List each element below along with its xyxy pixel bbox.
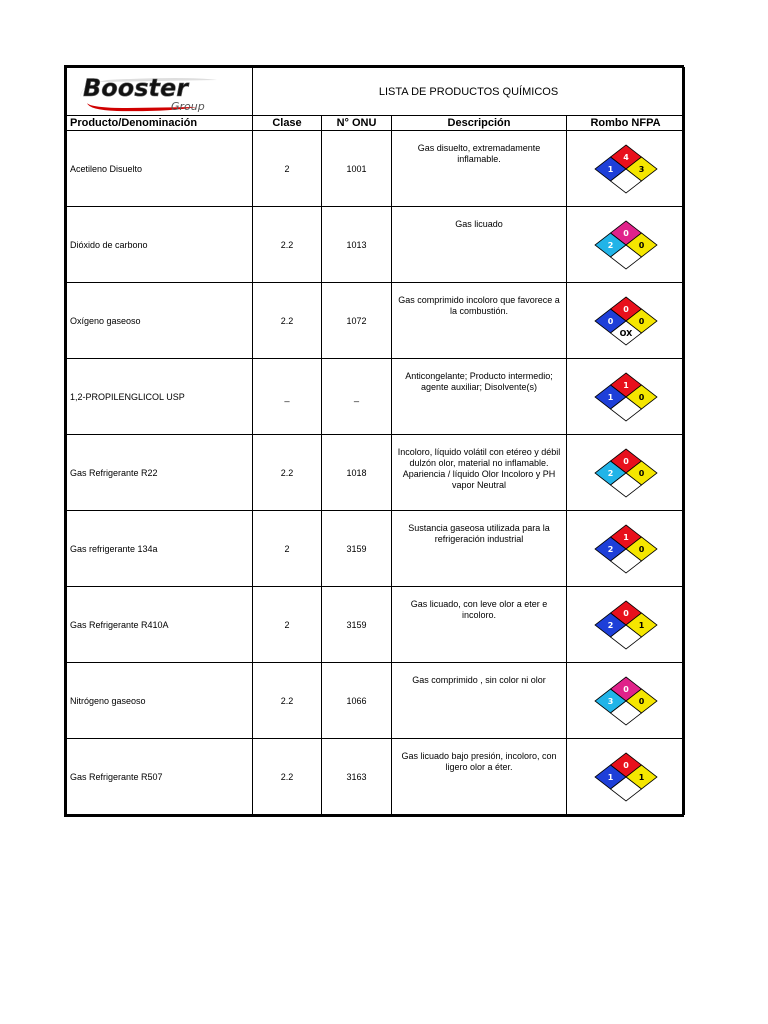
- nfpa-reactivity-value: 3: [638, 164, 644, 174]
- header-onu: N° ONU: [322, 116, 392, 131]
- nfpa-flammability-value: 0: [622, 456, 629, 466]
- table-row: [67, 511, 685, 587]
- header-rombo-nfpa: Rombo NFPA: [567, 116, 685, 131]
- nfpa-flammability-value: 0: [622, 684, 629, 694]
- nfpa-diamond-cell: [567, 359, 685, 435]
- svg-text:Booster: Booster: [83, 74, 189, 102]
- clase-value: 2.2: [253, 663, 322, 739]
- clase-value: 2: [253, 511, 322, 587]
- nfpa-health-value: 1: [607, 772, 613, 782]
- onu-number: _: [322, 359, 392, 435]
- onu-number: 1001: [322, 131, 392, 207]
- table-row: [67, 359, 685, 435]
- nfpa-diamond-icon: [591, 370, 661, 424]
- nfpa-diamond-icon: [591, 218, 661, 272]
- description: Gas licuado: [392, 207, 567, 283]
- clase-value: 2.2: [253, 283, 322, 359]
- page-title: LISTA DE PRODUCTOS QUÍMICOS: [253, 68, 685, 116]
- nfpa-diamond-cell: [567, 435, 685, 511]
- nfpa-reactivity-value: 1: [638, 772, 644, 782]
- clase-value: 2.2: [253, 207, 322, 283]
- product-name: Gas Refrigerante R22: [67, 435, 253, 511]
- nfpa-flammability-value: 4: [622, 152, 629, 162]
- nfpa-reactivity-value: 0: [638, 696, 644, 706]
- nfpa-health-value: 2: [607, 240, 613, 250]
- nfpa-health-value: 2: [607, 620, 613, 630]
- nfpa-diamond-icon: [591, 522, 661, 576]
- table-row: [67, 435, 685, 511]
- product-name: Gas refrigerante 134a: [67, 511, 253, 587]
- description: Gas licuado bajo presión, incoloro, con ligero olor a éter.: [392, 739, 567, 815]
- product-name: Acetileno Disuelto: [67, 131, 253, 207]
- nfpa-diamond-icon: [591, 750, 661, 804]
- nfpa-health-value: 1: [607, 164, 613, 174]
- table-row: [67, 131, 685, 207]
- nfpa-flammability-value: 0: [622, 304, 629, 314]
- description: Incoloro, líquido volátil con etéreo y débil dulzón olor, material no inflamable. Apariencia / líquido Olor Incoloro y PH vapor Neutral: [392, 435, 567, 511]
- nfpa-health-value: 3: [607, 696, 613, 706]
- description: Gas licuado, con leve olor a eter e incoloro.: [392, 587, 567, 663]
- nfpa-health-value: 2: [607, 544, 613, 554]
- product-name: Oxígeno gaseoso: [67, 283, 253, 359]
- header-row: [67, 68, 685, 116]
- table-row: [67, 587, 685, 663]
- nfpa-reactivity-value: 0: [638, 316, 644, 326]
- onu-number: 1072: [322, 283, 392, 359]
- clase-value: 2: [253, 587, 322, 663]
- nfpa-diamond-icon: [591, 598, 661, 652]
- header-product: Producto/Denominación: [67, 116, 253, 131]
- clase-value: 2.2: [253, 739, 322, 815]
- product-name: 1,2-PROPILENGLICOL USP: [67, 359, 253, 435]
- products-table: [66, 67, 685, 815]
- description: Gas comprimido , sin color ni olor: [392, 663, 567, 739]
- nfpa-diamond-cell: [567, 511, 685, 587]
- booster-group-logo: [67, 68, 252, 115]
- nfpa-health-value: 1: [607, 392, 613, 402]
- onu-number: 3163: [322, 739, 392, 815]
- table-body: [67, 131, 685, 815]
- nfpa-flammability-value: 0: [622, 608, 629, 618]
- nfpa-health-value: 2: [607, 468, 613, 478]
- product-name: Dióxido de carbono: [67, 207, 253, 283]
- nfpa-reactivity-value: 0: [638, 240, 644, 250]
- nfpa-flammability-value: 0: [622, 760, 629, 770]
- clase-value: 2.2: [253, 435, 322, 511]
- nfpa-flammability-value: 0: [622, 228, 629, 238]
- description: Anticongelante; Producto intermedio; agente auxiliar; Disolvente(s): [392, 359, 567, 435]
- nfpa-diamond-cell: [567, 663, 685, 739]
- nfpa-diamond-icon: [591, 674, 661, 728]
- nfpa-flammability-value: 1: [622, 380, 629, 390]
- description: Gas disuelto, extremadamente inflamable.: [392, 131, 567, 207]
- onu-number: 1013: [322, 207, 392, 283]
- chemical-products-sheet: [64, 65, 684, 817]
- svg-text:Group: Group: [171, 100, 205, 113]
- description: Sustancia gaseosa utilizada para la refrigeración industrial: [392, 511, 567, 587]
- nfpa-special-value: OX: [619, 328, 632, 338]
- description: Gas comprimido incoloro que favorece a la combustión.: [392, 283, 567, 359]
- nfpa-diamond-cell: [567, 283, 685, 359]
- nfpa-flammability-value: 1: [622, 532, 629, 542]
- product-name: Nitrógeno gaseoso: [67, 663, 253, 739]
- column-header-row: [67, 116, 685, 131]
- nfpa-diamond-cell: [567, 207, 685, 283]
- onu-number: 1018: [322, 435, 392, 511]
- nfpa-reactivity-value: 0: [638, 392, 644, 402]
- nfpa-reactivity-value: 0: [638, 468, 644, 478]
- onu-number: 3159: [322, 587, 392, 663]
- header-clase: Clase: [253, 116, 322, 131]
- table-row: [67, 283, 685, 359]
- clase-value: 2: [253, 131, 322, 207]
- clase-value: _: [253, 359, 322, 435]
- nfpa-reactivity-value: 1: [638, 620, 644, 630]
- table-row: [67, 663, 685, 739]
- onu-number: 1066: [322, 663, 392, 739]
- nfpa-diamond-cell: [567, 739, 685, 815]
- onu-number: 3159: [322, 511, 392, 587]
- nfpa-health-value: 0: [607, 316, 613, 326]
- product-name: Gas Refrigerante R507: [67, 739, 253, 815]
- nfpa-diamond-icon: [591, 294, 661, 348]
- nfpa-diamond-icon: [591, 142, 661, 196]
- table-row: [67, 739, 685, 815]
- table-row: [67, 207, 685, 283]
- nfpa-diamond-cell: [567, 131, 685, 207]
- logo-cell: [67, 68, 253, 116]
- header-descripcion: Descripción: [392, 116, 567, 131]
- nfpa-diamond-icon: [591, 446, 661, 500]
- nfpa-diamond-cell: [567, 587, 685, 663]
- product-name: Gas Refrigerante R410A: [67, 587, 253, 663]
- nfpa-reactivity-value: 0: [638, 544, 644, 554]
